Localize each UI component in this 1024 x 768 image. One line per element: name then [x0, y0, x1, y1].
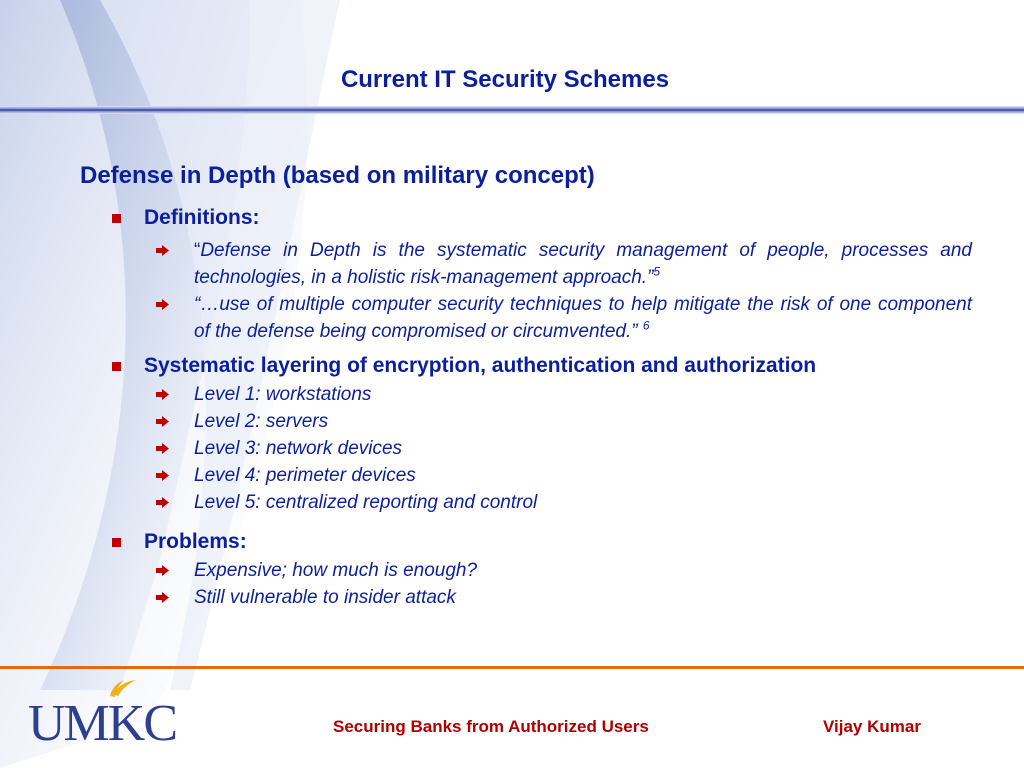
reference-number: 5 — [653, 264, 661, 279]
section-problems — [108, 529, 972, 611]
footer-author: Vijay Kumar — [823, 717, 921, 736]
arrow-bullet-icon — [156, 299, 169, 310]
arrow-bullet-icon — [156, 443, 169, 454]
arrow-bullet-icon — [156, 470, 169, 481]
arrow-bullet-icon — [156, 592, 169, 603]
list-item-text: Level 2: servers — [194, 411, 329, 432]
definition-text: “…use of multiple computer security techniques to help mitigate the risk of one component of the defense being compromised or circumvented.” — [194, 294, 972, 342]
title-divider — [0, 106, 1024, 114]
bullet-definitions — [108, 205, 972, 231]
arrow-bullet-icon — [156, 389, 169, 400]
slide-title: Current IT Security Schemes — [340, 66, 670, 93]
arrow-bullet-icon — [156, 497, 169, 508]
footer-presentation-title: Securing Banks from Authorized Users — [333, 717, 649, 736]
definition-item — [108, 237, 972, 291]
section-layering — [108, 353, 972, 516]
main-heading: Defense in Depth (based on military concept) — [80, 162, 595, 189]
section-definitions — [108, 205, 972, 345]
list-item-text: Level 5: centralized reporting and control — [194, 492, 538, 513]
list-item-text: Level 4: perimeter devices — [194, 465, 416, 486]
arrow-bullet-icon — [156, 245, 169, 256]
list-item — [108, 408, 972, 435]
square-bullet-icon — [112, 214, 121, 223]
arrow-bullet-icon — [156, 565, 169, 576]
umkc-logo — [26, 678, 206, 748]
list-item-text: Level 3: network devices — [194, 438, 403, 459]
arrow-bullet-icon — [156, 416, 169, 427]
logo-wordmark: UMKC — [28, 695, 177, 748]
list-item-text: Still vulnerable to insider attack — [194, 587, 456, 608]
bullet-layering — [108, 353, 972, 379]
list-item — [108, 584, 972, 611]
definition-text: Defense in Depth is the systematic security management of people, processes and technologies, in a holistic risk-management approach.” — [194, 240, 972, 288]
footer-divider — [0, 666, 1024, 669]
list-item — [108, 557, 972, 584]
section-label: Definitions: — [144, 206, 260, 229]
reference-number: 6 — [642, 318, 650, 333]
square-bullet-icon — [112, 538, 121, 547]
list-item-text: Level 1: workstations — [194, 384, 372, 405]
section-label: Problems: — [144, 530, 247, 553]
list-item — [108, 462, 972, 489]
section-label: Systematic layering of encryption, authentication and authorization — [144, 354, 817, 377]
definition-item — [108, 291, 972, 345]
list-item — [108, 489, 972, 516]
list-item — [108, 435, 972, 462]
open-quote: “ — [194, 240, 201, 261]
square-bullet-icon — [112, 362, 121, 371]
list-item — [108, 381, 972, 408]
bullet-problems — [108, 529, 972, 555]
list-item-text: Expensive; how much is enough? — [194, 560, 478, 581]
